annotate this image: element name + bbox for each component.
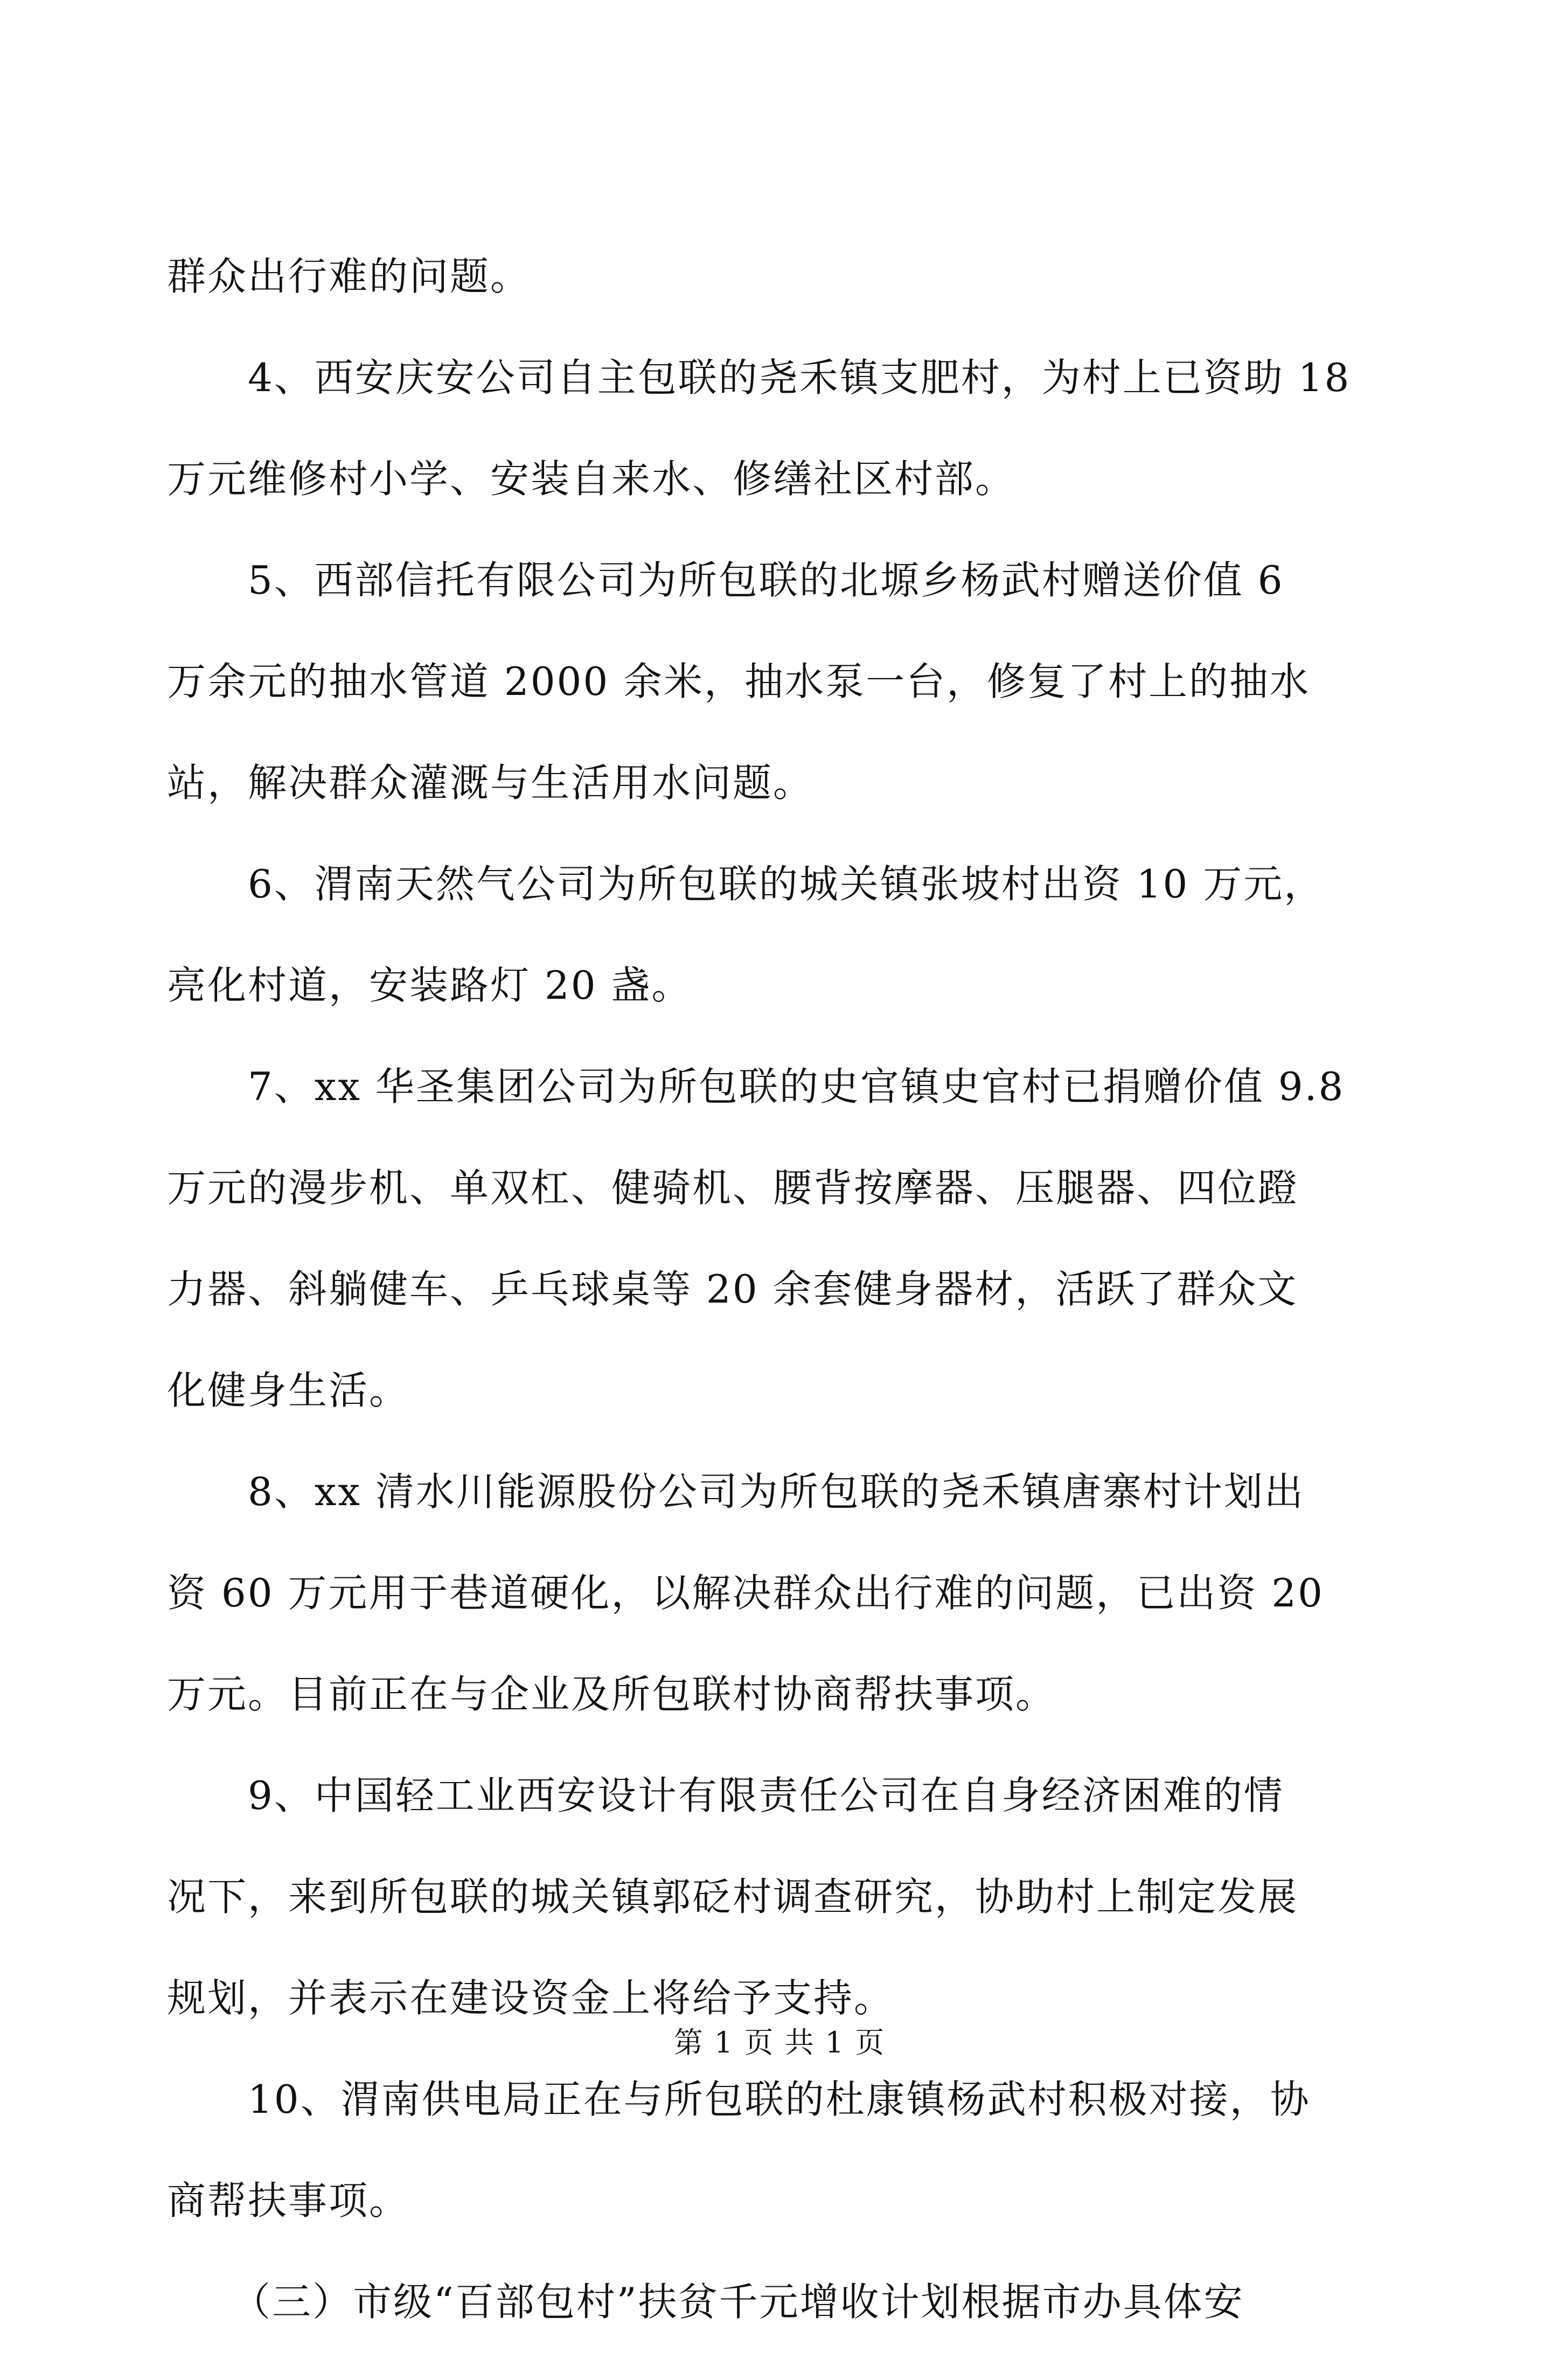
paragraph-line: 10、渭南供电局正在与所包联的杜康镇杨武村积极对接，协 <box>248 2077 1311 2122</box>
page-footer <box>0 2026 1559 2060</box>
paragraph-line: 亮化村道，安装路灯 20 盏。 <box>167 963 692 1008</box>
paragraph-line: 群众出行难的问题。 <box>167 254 531 299</box>
paragraph-line: 况下，来到所包联的城关镇郭砭村调查研究，协助村上制定发展 <box>167 1874 1299 1919</box>
paragraph-line: 规划，并表示在建设资金上将给予支持。 <box>167 1975 895 2021</box>
paragraph-line: 力器、斜躺健车、乒乓球桌等 20 余套健身器材，活跃了群众文 <box>167 1266 1298 1312</box>
paragraph-line: 万余元的抽水管道 2000 余米，抽水泵一台，修复了村上的抽水 <box>167 659 1311 704</box>
paragraph-line: 8、xx 清水川能源股份公司为所包联的尧禾镇唐寨村计划出 <box>248 1469 1305 1514</box>
section-heading-line: （三）市级“百部包村”扶贫千元增收计划根据市办具体安 <box>232 2279 1244 2325</box>
page-number-label: 第 1 页 共 1 页 <box>673 2026 886 2059</box>
paragraph-line: 万元的漫步机、单双杠、健骑机、腰背按摩器、压腿器、四位蹬 <box>167 1165 1299 1210</box>
paragraph-line: 站，解决群众灌溉与生活用水问题。 <box>167 760 814 805</box>
paragraph-line: 4、西安庆安公司自主包联的尧禾镇支肥村，为村上已资助 18 <box>248 355 1351 400</box>
paragraph-line: 9、中国轻工业西安设计有限责任公司在自身经济困难的情 <box>248 1773 1284 1818</box>
document-body <box>167 253 1395 2380</box>
paragraph-line: 资 60 万元用于巷道硬化，以解决群众出行难的问题，已出资 20 <box>167 1570 1324 1616</box>
paragraph-line: 万元。目前正在与企业及所包联村协商帮扶事项。 <box>167 1672 1056 1717</box>
paragraph-line: 5、西部信托有限公司为所包联的北塬乡杨武村赠送价值 6 <box>248 558 1284 603</box>
paragraph-line: 化健身生活。 <box>167 1368 410 1413</box>
paragraph-line: 商帮扶事项。 <box>167 2178 410 2223</box>
paragraph-line: 6、渭南天然气公司为所包联的城关镇张坡村出资 10 万元， <box>248 861 1325 907</box>
paragraph-line: 万元维修村小学、安装自来水、修缮社区村部。 <box>167 456 1016 502</box>
paragraph-line: 7、xx 华圣集团公司为所包联的史官镇史官村已捐赠价值 9.8 <box>248 1064 1345 1109</box>
